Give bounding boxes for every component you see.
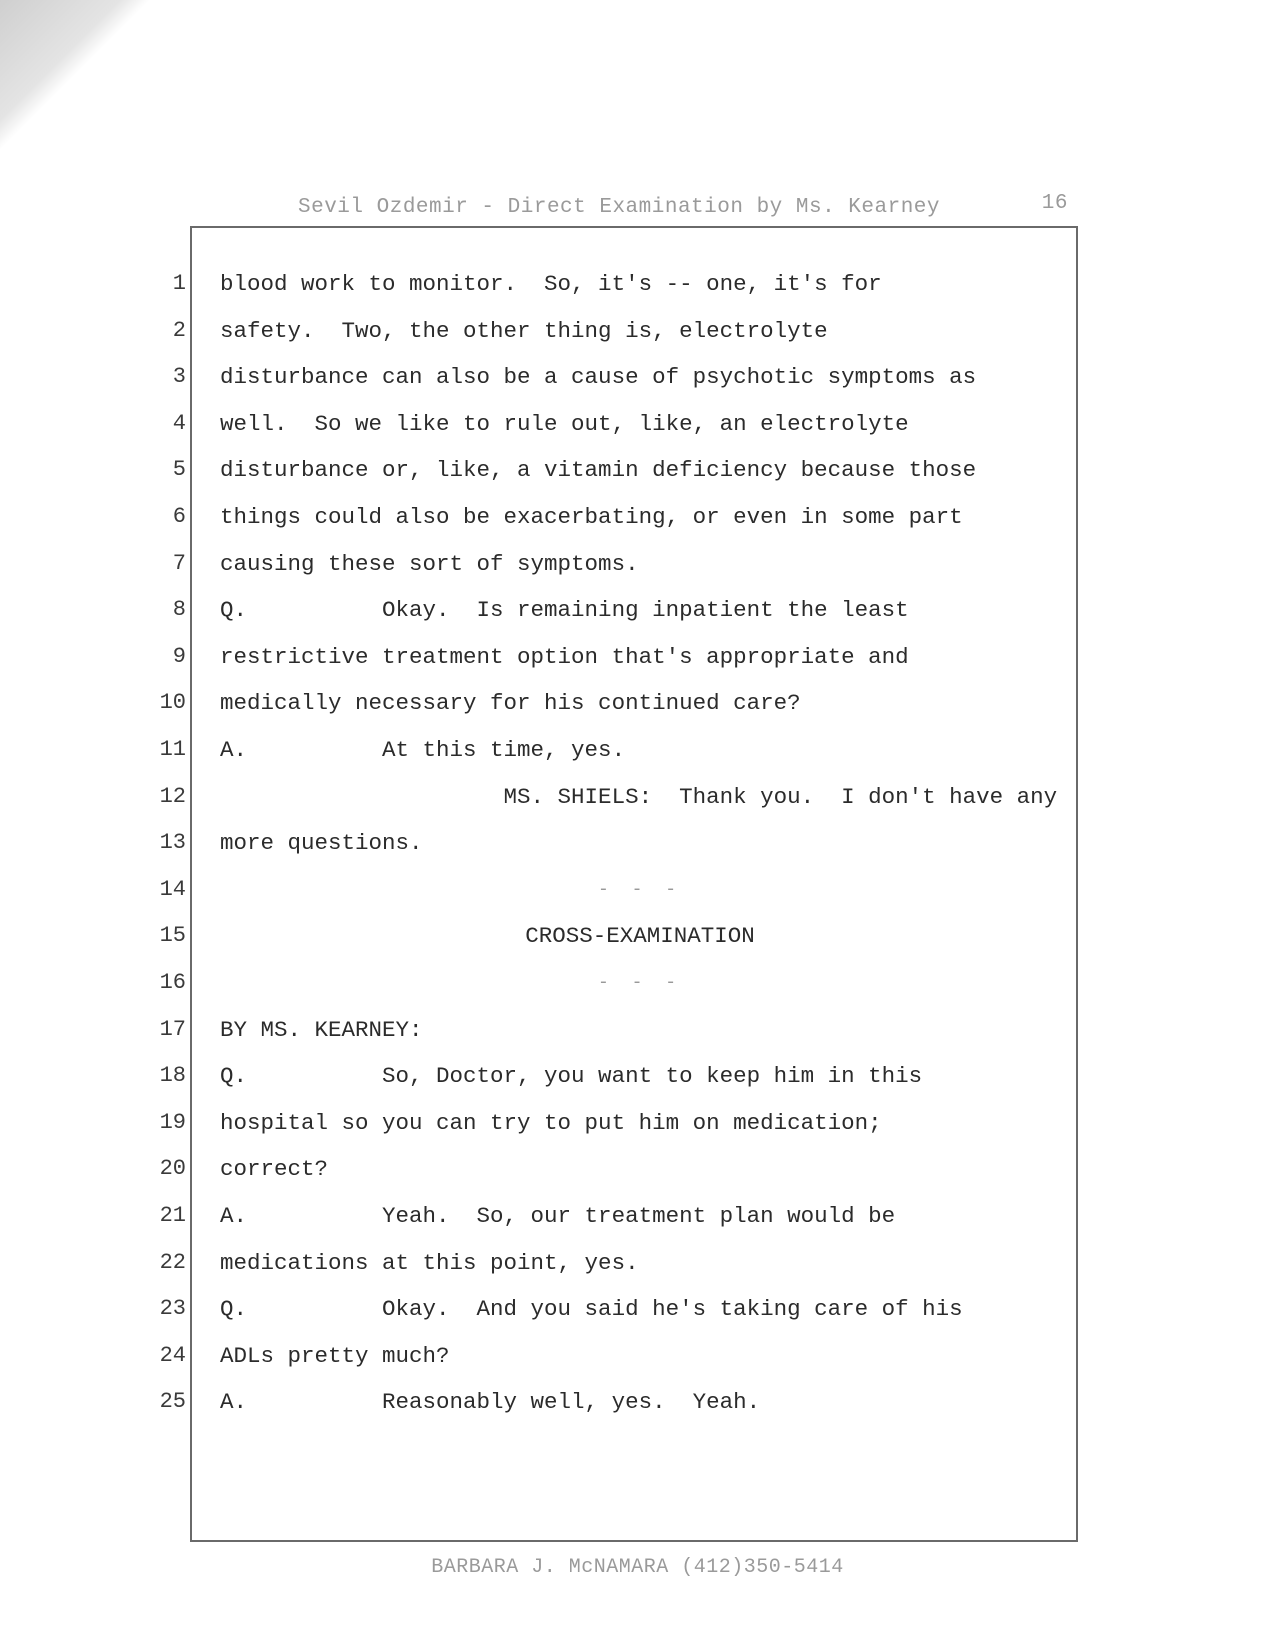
line-text: correct?	[220, 1156, 329, 1183]
line-text: BY MS. KEARNEY:	[220, 1016, 423, 1043]
court-reporter-footer: BARBARA J. McNAMARA (412)350-5414	[431, 1556, 844, 1579]
transcript-line	[0, 448, 1275, 492]
transcript-line	[0, 868, 1275, 912]
line-number: 11	[159, 737, 186, 762]
header-title: Sevil Ozdemir - Direct Examination by Ms. Kearney	[298, 196, 941, 219]
line-text: more questions.	[220, 830, 423, 857]
line-text: well. So we like to rule out, like, an electrolyte	[220, 410, 909, 437]
line-number: 1	[172, 271, 186, 296]
transcript-line	[0, 728, 1275, 772]
line-text: A. Reasonably well, yes. Yeah.	[220, 1389, 761, 1416]
line-number: 19	[159, 1109, 186, 1135]
line-number: 15	[159, 923, 186, 949]
transcript-line	[0, 1194, 1275, 1238]
transcript-line	[0, 1287, 1275, 1331]
line-number: 21	[159, 1203, 186, 1228]
transcript-line	[0, 355, 1275, 399]
transcript-line	[0, 681, 1275, 725]
line-text: things could also be exacerbating, or even in some part	[220, 504, 963, 530]
line-text: medically necessary for his continued care?	[220, 690, 801, 717]
line-number: 22	[159, 1249, 186, 1275]
transcript-line	[0, 402, 1275, 446]
transcript-line	[0, 1334, 1275, 1378]
line-number: 4	[172, 410, 186, 436]
line-text: Q. Okay. And you said he's taking care of his	[220, 1296, 963, 1323]
transcript-line	[0, 1147, 1275, 1191]
transcript-line	[0, 1054, 1275, 1098]
line-number: 3	[172, 364, 186, 390]
transcript-line	[0, 821, 1275, 865]
line-number: 16	[159, 970, 186, 995]
transcript-line	[0, 1008, 1275, 1052]
line-number: 18	[159, 1063, 186, 1089]
line-text: - - -	[597, 973, 682, 993]
line-number: 20	[159, 1156, 186, 1182]
line-number: 5	[172, 457, 186, 483]
line-text: safety. Two, the other thing is, electrolyte	[220, 317, 828, 344]
line-text: A. At this time, yes.	[220, 737, 626, 763]
transcript-line	[0, 1241, 1275, 1285]
line-number: 12	[159, 783, 186, 809]
transcript-line	[0, 262, 1275, 306]
line-number: 14	[159, 876, 186, 902]
transcript-line	[0, 961, 1275, 1005]
line-text: ADLs pretty much?	[220, 1342, 450, 1369]
transcript-line	[0, 495, 1275, 539]
line-text: disturbance or, like, a vitamin deficiency because those	[220, 457, 977, 484]
line-number: 17	[159, 1016, 186, 1042]
transcript-line	[0, 775, 1275, 819]
line-text: restrictive treatment option that's appropriate and	[220, 643, 909, 670]
line-number: 8	[172, 597, 186, 623]
transcript-line	[0, 1380, 1275, 1424]
line-text: Q. So, Doctor, you want to keep him in this	[220, 1063, 923, 1090]
page-number: 16	[1041, 192, 1068, 215]
line-text: causing these sort of symptoms.	[220, 550, 639, 577]
line-number: 10	[159, 690, 186, 716]
line-text: - - -	[597, 879, 682, 900]
line-number: 7	[172, 550, 186, 576]
transcript-line	[0, 914, 1275, 958]
line-text: MS. SHIELS: Thank you. I don't have any	[220, 783, 1058, 810]
transcript-line	[0, 542, 1275, 586]
line-text: CROSS-EXAMINATION	[525, 923, 755, 950]
line-number: 25	[159, 1389, 186, 1415]
line-number: 6	[172, 504, 186, 529]
line-text: disturbance can also be a cause of psychotic symptoms as	[220, 364, 977, 391]
line-text: A. Yeah. So, our treatment plan would be	[220, 1203, 896, 1229]
line-number: 13	[159, 830, 186, 856]
transcript-line	[0, 635, 1275, 679]
transcript-line	[0, 1101, 1275, 1145]
line-text: hospital so you can try to put him on medication;	[220, 1109, 882, 1136]
page-header	[298, 192, 1068, 226]
transcript-line	[0, 309, 1275, 353]
folded-page-corner	[0, 0, 150, 150]
line-text: medications at this point, yes.	[220, 1249, 639, 1276]
line-number: 24	[159, 1342, 186, 1368]
line-text: Q. Okay. Is remaining inpatient the least	[220, 597, 909, 624]
transcript-line	[0, 588, 1275, 632]
line-number: 2	[172, 317, 186, 343]
line-text: blood work to monitor. So, it's -- one, it's for	[220, 271, 882, 297]
line-number: 23	[159, 1296, 186, 1322]
line-number: 9	[172, 643, 186, 669]
